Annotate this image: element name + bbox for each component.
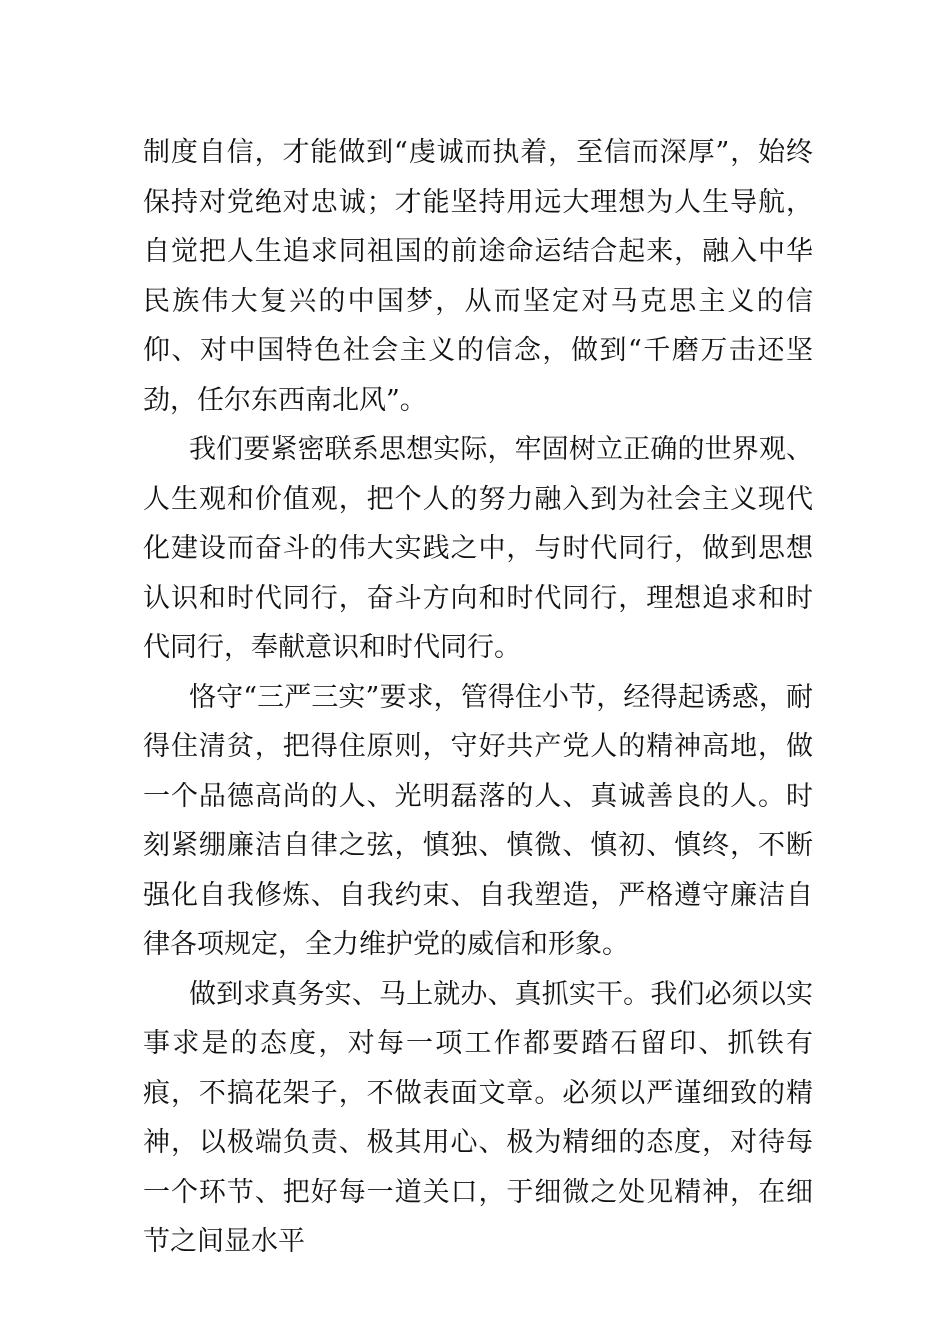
paragraph-2: 我们要紧密联系思想实际，牢固树立正确的世界观、人生观和价值观，把个人的努力融入到为社会主义现代化建设而奋斗的伟大实践之中，与时代同行，做到思想认识和时代同行，奋斗方向和时代同行，理想追求和时代同行，奉献意识和时代同行。	[143, 434, 813, 663]
paragraph-4: 做到求真务实、马上就办、真抓实干。我们必须以实事求是的态度，对每一项工作都要踏石留印、抓铁有痕，不搞花架子，不做表面文章。必须以严谨细致的精神，以极端负责、极其用心、极为精细的态度，对待每一个环节、把好每一道关口，于细微之处见精神，在细节之间显水平	[143, 978, 813, 1257]
document-body	[143, 128, 813, 1267]
paragraph-3: 恪守“三严三实”要求，管得住小节，经得起诱惑，耐得住清贫，把得住原则，守好共产党人的精神高地，做一个品德高尚的人、光明磊落的人、真诚善良的人。时刻紧绷廉洁自律之弦，慎独、慎微、慎初、慎终，不断强化自我修炼、自我约束、自我塑造，严格遵守廉洁自律各项规定，全力维护党的威信和形象。	[143, 681, 813, 960]
paragraph-1: 制度自信，才能做到“虔诚而执着，至信而深厚”，始终保持对党绝对忠诚；才能坚持用远大理想为人生导航，自觉把人生追求同祖国的前途命运结合起来，融入中华民族伟大复兴的中国梦，从而坚定对马克思主义的信仰、对中国特色社会主义的信念，做到“千磨万击还坚劲，任尔东西南北风”。	[143, 137, 813, 416]
